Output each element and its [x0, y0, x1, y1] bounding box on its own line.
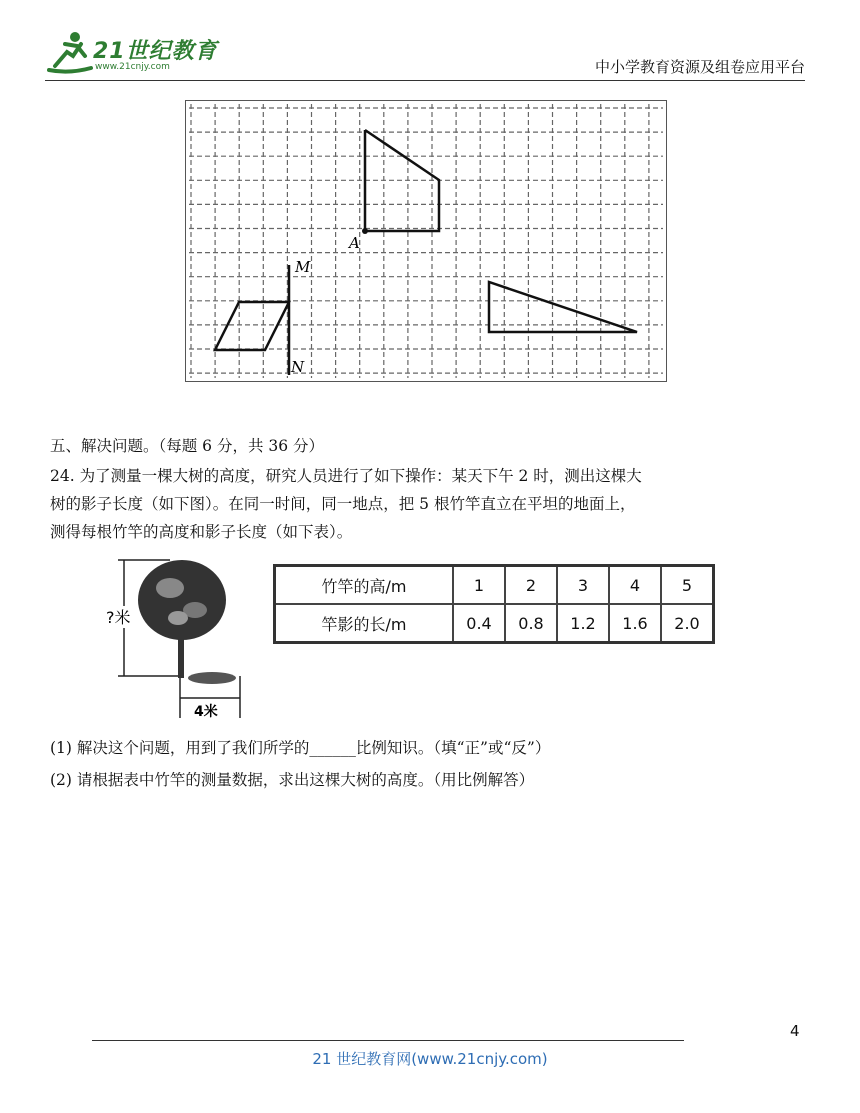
label-n: N — [291, 358, 305, 376]
shadow-shape — [188, 672, 236, 684]
tree-height-label: ?米 — [106, 608, 131, 627]
section-title: 五、解决问题。（每题 6 分，共 36 分） — [50, 437, 325, 455]
table-cell: 1 — [453, 566, 505, 605]
page-number: 4 — [790, 1022, 800, 1040]
table-cell: 2 — [505, 566, 557, 605]
footer-divider — [92, 1040, 684, 1041]
platform-title: 中小学教育资源及组卷应用平台 — [594, 58, 805, 76]
question-24-line-1: 24. 为了测量一棵大树的高度，研究人员进行了如下操作：某天下午 2 时，测出这棵大 — [50, 467, 642, 485]
grid-figure — [185, 100, 667, 382]
shadow-length-label: 4米 — [194, 704, 218, 720]
site-logo — [45, 28, 245, 76]
tree-figure — [100, 548, 250, 724]
subquestion-1: (1) 解决这个问题，用到了我们所学的______比例知识。（填“正”或“反”） — [50, 739, 551, 757]
table-cell: 2.0 — [661, 604, 714, 643]
table-cell: 5 — [661, 566, 714, 605]
table-cell: 0.4 — [453, 604, 505, 643]
label-a: A — [349, 234, 360, 252]
row-header: 竿影的长/m — [275, 604, 454, 643]
table-cell: 0.8 — [505, 604, 557, 643]
table-row — [275, 566, 714, 605]
runner-logo-icon — [45, 28, 93, 74]
table-row — [275, 604, 714, 643]
logo-url: www.21cnjy.com — [95, 62, 170, 72]
label-m: M — [295, 258, 311, 276]
logo-text: 21世纪教育 — [93, 39, 218, 64]
question-24-line-3: 测得每根竹竿的高度和影子长度（如下表）。 — [50, 523, 353, 541]
table-cell: 1.6 — [609, 604, 661, 643]
header-divider — [45, 80, 805, 81]
subquestion-2: (2) 请根据表中竹竿的测量数据，求出这棵大树的高度。（用比例解答） — [50, 771, 535, 789]
tree-icon — [138, 560, 226, 678]
row-header: 竹竿的高/m — [275, 566, 454, 605]
page-header — [45, 28, 805, 80]
bamboo-data-table — [273, 564, 715, 644]
table-cell: 1.2 — [557, 604, 609, 643]
table-cell: 4 — [609, 566, 661, 605]
point-a — [362, 228, 368, 234]
table-cell: 3 — [557, 566, 609, 605]
question-24-line-2: 树的影子长度（如下图）。在同一时间，同一地点，把 5 根竹竿直立在平坦的地面上， — [50, 495, 636, 513]
footer-site-link[interactable]: 21 世纪教育网(www.21cnjy.com) — [312, 1050, 548, 1068]
